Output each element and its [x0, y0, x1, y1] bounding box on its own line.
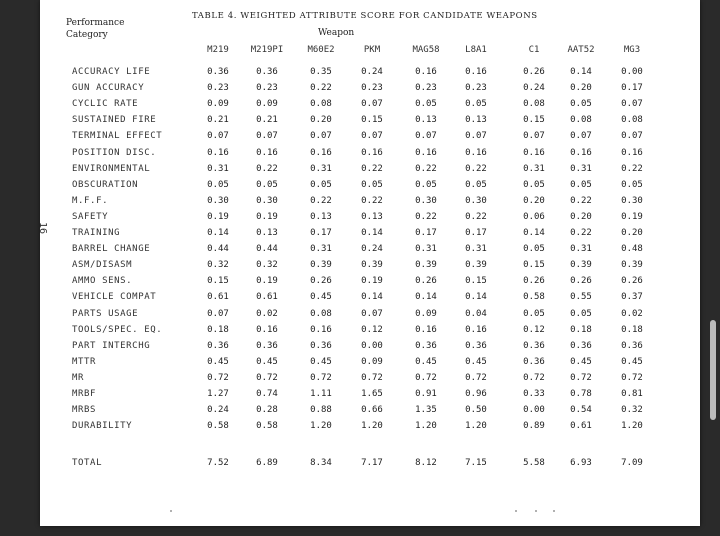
table-row-cell: 0.09 — [256, 99, 278, 110]
table-row-cell: 0.15 — [361, 115, 383, 126]
table-row-cell: 0.08 — [310, 308, 332, 319]
table-row-cell: 0.32 — [207, 260, 229, 271]
table-row-cell: 0.09 — [415, 308, 437, 319]
table-row-cell: 0.15 — [207, 276, 229, 287]
table-row-cell: 0.12 — [523, 324, 545, 335]
table-row-cell: 0.36 — [415, 340, 437, 351]
table-row-cell: 1.20 — [310, 421, 332, 432]
table-row-cell: 0.26 — [523, 67, 545, 77]
table-row-cell: 0.23 — [415, 83, 437, 94]
table-row-cell: 0.31 — [415, 244, 437, 255]
table-row-cell: 0.16 — [415, 147, 437, 158]
table-row-cell: 0.33 — [523, 389, 545, 399]
table-row-cell: 0.17 — [621, 83, 643, 94]
vertical-scrollbar[interactable] — [710, 320, 716, 420]
table-row-cell: 0.58 — [207, 421, 229, 432]
table-row-cell: 0.44 — [256, 244, 278, 255]
table-row-label: OBSCURATION — [72, 179, 139, 190]
table-row-cell: 0.16 — [415, 67, 437, 77]
table-row-cell: 0.22 — [570, 228, 592, 238]
table-row-cell: 0.36 — [310, 340, 332, 351]
table-row-cell: 0.05 — [523, 308, 545, 319]
column-header: M60E2 — [307, 45, 335, 55]
table-row-cell: 0.05 — [523, 179, 545, 190]
table-row-label: SUSTAINED FIRE — [72, 115, 157, 126]
table-row-label: DURABILITY — [72, 421, 133, 432]
table-row-cell: 0.39 — [621, 260, 643, 271]
table-row-cell: 0.22 — [415, 211, 437, 222]
table-row-cell: 0.15 — [523, 115, 545, 126]
table-row-cell: 1.27 — [207, 389, 229, 399]
table-row-cell: 0.16 — [361, 147, 383, 158]
table-row-cell: 0.20 — [570, 83, 592, 94]
table-row-cell: 0.07 — [207, 131, 229, 142]
table-row-cell: 0.24 — [207, 405, 229, 416]
table-row-label: MTTR — [72, 356, 97, 367]
table-row-cell: 0.31 — [570, 244, 592, 255]
table-row-cell: 0.58 — [523, 292, 545, 303]
column-header: PKM — [363, 45, 381, 55]
table-row-cell: 0.14 — [207, 228, 229, 238]
table-row-cell: 0.22 — [415, 163, 437, 174]
table-row-cell: 0.22 — [465, 163, 487, 174]
table-row-cell: 0.13 — [465, 115, 487, 126]
table-row-cell: 0.05 — [621, 179, 643, 190]
table-row-cell: 0.23 — [256, 83, 278, 94]
total-row-label: TOTAL — [72, 458, 103, 468]
table-row-label: MRBS — [72, 405, 97, 416]
column-header: M219 — [207, 45, 229, 55]
table-row-cell: 0.45 — [465, 356, 487, 367]
total-row-cell: 7.52 — [207, 458, 229, 468]
table-row-cell: 0.05 — [310, 179, 332, 190]
table-row-cell: 0.16 — [465, 67, 487, 77]
table-row-cell: 0.18 — [570, 324, 592, 335]
table-row-cell: 0.45 — [415, 356, 437, 367]
table-row-cell: 0.24 — [361, 67, 383, 77]
category-header-line-2: Category — [66, 30, 108, 40]
category-header-line-1: Performance — [66, 18, 125, 28]
table-row-cell: 0.07 — [361, 99, 383, 110]
table-row-cell: 0.17 — [415, 228, 437, 238]
table-row-cell: 0.23 — [361, 83, 383, 94]
table-row-cell: 0.12 — [361, 324, 383, 335]
table-row-cell: 1.20 — [361, 421, 383, 432]
table-row-label: BARREL CHANGE — [72, 244, 151, 255]
table-row-cell: 0.55 — [570, 292, 592, 303]
table-row-cell: 0.36 — [256, 340, 278, 351]
table-row-cell: 0.08 — [310, 99, 332, 110]
table-row-cell: 0.22 — [465, 211, 487, 222]
table-row-cell: 0.05 — [256, 179, 278, 190]
table-row-cell: 0.16 — [207, 147, 229, 158]
table-row-cell: 0.16 — [465, 324, 487, 335]
table-row-label: M.F.F. — [72, 195, 109, 206]
table-row-cell: 0.30 — [256, 195, 278, 206]
table-row-cell: 0.14 — [415, 292, 437, 303]
table-row-cell: 0.39 — [415, 260, 437, 271]
table-row-cell: 0.20 — [621, 228, 643, 238]
table-row-cell: 0.45 — [310, 292, 332, 303]
table-row-cell: 0.16 — [621, 147, 643, 158]
table-row-cell: 0.19 — [256, 211, 278, 222]
table-row-cell: 1.20 — [621, 421, 643, 432]
table-row-cell: 0.19 — [621, 211, 643, 222]
total-row-cell: 7.09 — [621, 458, 643, 468]
table-row-cell: 0.45 — [256, 356, 278, 367]
table-row-cell: 0.61 — [570, 421, 592, 432]
column-header: L8A1 — [465, 45, 487, 55]
table-row-cell: 0.07 — [621, 131, 643, 142]
table-row-label: ACCURACY LIFE — [72, 67, 151, 77]
table-row-cell: 0.61 — [256, 292, 278, 303]
table-row-cell: 0.20 — [310, 115, 332, 126]
table-row-cell: 0.04 — [465, 308, 487, 319]
table-row-cell: 0.05 — [207, 179, 229, 190]
table-row-label: VEHICLE COMPAT — [72, 292, 157, 303]
table-row-cell: 0.96 — [465, 389, 487, 399]
table-row-cell: 0.05 — [465, 99, 487, 110]
table-row-label: ENVIRONMENTAL — [72, 163, 151, 174]
table-row-cell: 0.18 — [621, 324, 643, 335]
table-row-cell: 0.54 — [570, 405, 592, 416]
table-row-cell: 0.36 — [523, 340, 545, 351]
table-row-cell: 0.23 — [465, 83, 487, 94]
table-row-cell: 0.22 — [621, 163, 643, 174]
table-row-label: TRAINING — [72, 228, 121, 238]
table-row-cell: 0.05 — [415, 99, 437, 110]
total-row-cell: 8.12 — [415, 458, 437, 468]
table-row-cell: 0.05 — [570, 179, 592, 190]
table-row-cell: 0.05 — [570, 308, 592, 319]
table-row-cell: 0.00 — [523, 405, 545, 416]
table-row-cell: 0.16 — [310, 147, 332, 158]
table-row-cell: 0.14 — [361, 228, 383, 238]
table-row-cell: 0.72 — [361, 372, 383, 383]
column-header: AAT52 — [567, 45, 595, 55]
table-row-cell: 0.22 — [310, 195, 332, 206]
table-row-label: AMMO SENS. — [72, 276, 133, 287]
page-number: 16 — [37, 222, 48, 235]
table-row-cell: 0.32 — [621, 405, 643, 416]
table-row-cell: 0.17 — [310, 228, 332, 238]
table-row-cell: 0.22 — [256, 163, 278, 174]
table-row-cell: 0.22 — [570, 195, 592, 206]
table-row-cell: 0.14 — [570, 67, 592, 77]
table-row-cell: 0.13 — [361, 211, 383, 222]
table-row-cell: 0.30 — [415, 195, 437, 206]
table-row-cell: 0.72 — [256, 372, 278, 383]
table-row-cell: 0.20 — [570, 211, 592, 222]
table-row-label: GUN ACCURACY — [72, 83, 145, 94]
table-row-cell: 0.37 — [621, 292, 643, 303]
table-row-cell: 0.05 — [523, 244, 545, 255]
table-row-cell: 0.14 — [361, 292, 383, 303]
total-row-cell: 6.89 — [256, 458, 278, 468]
table-row-cell: 0.31 — [207, 163, 229, 174]
table-row-cell: 0.30 — [621, 195, 643, 206]
table-row-cell: 0.30 — [465, 195, 487, 206]
table-row-cell: 0.19 — [207, 211, 229, 222]
table-row-cell: 1.35 — [415, 405, 437, 416]
table-row-cell: 0.26 — [621, 276, 643, 287]
table-row-cell: 0.07 — [621, 99, 643, 110]
table-row-cell: 0.39 — [465, 260, 487, 271]
table-row-cell: 1.20 — [415, 421, 437, 432]
table-row-cell: 0.07 — [523, 131, 545, 142]
table-row-cell: 0.13 — [310, 211, 332, 222]
table-row-cell: 0.16 — [256, 324, 278, 335]
table-row-cell: 0.58 — [256, 421, 278, 432]
table-row-cell: 0.16 — [465, 147, 487, 158]
table-row-cell: 0.36 — [465, 340, 487, 351]
table-row-cell: 0.07 — [361, 131, 383, 142]
table-row-cell: 0.72 — [523, 372, 545, 383]
table-row-cell: 0.31 — [523, 163, 545, 174]
table-row-cell: 0.39 — [570, 260, 592, 271]
scan-speck — [170, 510, 172, 512]
table-row-cell: 0.24 — [361, 244, 383, 255]
table-row-cell: 0.74 — [256, 389, 278, 399]
total-row-cell: 5.58 — [523, 458, 545, 468]
table-row-cell: 0.22 — [310, 83, 332, 94]
table-row-cell: 0.13 — [415, 115, 437, 126]
table-row-cell: 0.36 — [256, 67, 278, 77]
table-row-cell: 0.08 — [621, 115, 643, 126]
table-title: TABLE 4. WEIGHTED ATTRIBUTE SCORE FOR CANDIDATE WEAPONS — [192, 11, 538, 21]
table-row-cell: 0.18 — [207, 324, 229, 335]
table-row-cell: 0.16 — [310, 324, 332, 335]
table-row-cell: 0.81 — [621, 389, 643, 399]
table-row-cell: 0.45 — [310, 356, 332, 367]
table-row-cell: 0.16 — [415, 324, 437, 335]
table-row-cell: 0.02 — [621, 308, 643, 319]
table-row-label: TOOLS/SPEC. EQ. — [72, 324, 163, 335]
table-row-cell: 0.09 — [361, 356, 383, 367]
table-row-cell: 0.35 — [310, 67, 332, 77]
table-row-label: TERMINAL EFFECT — [72, 131, 163, 142]
table-row-cell: 0.06 — [523, 211, 545, 222]
table-row-cell: 0.24 — [523, 83, 545, 94]
table-row-cell: 0.00 — [361, 340, 383, 351]
table-row-cell: 0.26 — [523, 276, 545, 287]
table-row-cell: 0.36 — [207, 340, 229, 351]
scan-speck — [535, 510, 537, 512]
table-row-cell: 0.15 — [523, 260, 545, 271]
table-row-cell: 0.31 — [570, 163, 592, 174]
table-row-cell: 0.16 — [523, 147, 545, 158]
table-row-cell: 0.78 — [570, 389, 592, 399]
table-row-label: POSITION DISC. — [72, 147, 157, 158]
table-row-cell: 0.07 — [570, 131, 592, 142]
table-row-cell: 0.91 — [415, 389, 437, 399]
table-row-cell: 0.72 — [310, 372, 332, 383]
table-row-cell: 0.19 — [361, 276, 383, 287]
table-row-cell: 1.20 — [465, 421, 487, 432]
table-row-cell: 0.31 — [310, 244, 332, 255]
column-header: C1 — [528, 45, 540, 55]
table-row-cell: 1.11 — [310, 389, 332, 399]
category-header — [66, 17, 124, 41]
table-row-cell: 0.26 — [415, 276, 437, 287]
table-row-cell: 0.14 — [465, 292, 487, 303]
table-row-cell: 0.16 — [256, 147, 278, 158]
scan-speck — [515, 510, 517, 512]
table-row-cell: 0.05 — [415, 179, 437, 190]
table-row-cell: 0.36 — [621, 340, 643, 351]
table-row-cell: 0.07 — [207, 308, 229, 319]
table-row-cell: 0.28 — [256, 405, 278, 416]
table-row-cell: 0.05 — [465, 179, 487, 190]
table-row-label: ASM/DISASM — [72, 260, 133, 271]
table-row-cell: 0.07 — [361, 308, 383, 319]
table-row-cell: 0.72 — [415, 372, 437, 383]
table-row-cell: 0.07 — [256, 131, 278, 142]
scan-speck — [553, 510, 555, 512]
table-row-cell: 0.22 — [361, 163, 383, 174]
table-row-cell: 0.07 — [310, 131, 332, 142]
table-row-cell: 0.45 — [207, 356, 229, 367]
table-row-cell: 0.44 — [207, 244, 229, 255]
table-row-cell: 0.08 — [523, 99, 545, 110]
table-row-cell: 0.21 — [256, 115, 278, 126]
table-row-cell: 0.26 — [570, 276, 592, 287]
table-row-cell: 0.50 — [465, 405, 487, 416]
column-header: MAG58 — [412, 45, 440, 55]
table-row-cell: 0.00 — [621, 67, 643, 77]
weapon-header: Weapon — [318, 28, 355, 38]
table-row-cell: 0.20 — [523, 195, 545, 206]
total-row-cell: 8.34 — [310, 458, 332, 468]
table-row-cell: 0.19 — [256, 276, 278, 287]
table-row-label: MR — [72, 372, 85, 383]
table-row-cell: 0.32 — [256, 260, 278, 271]
table-row-label: MRBF — [72, 389, 97, 399]
table-row-cell: 0.72 — [207, 372, 229, 383]
table-row-cell: 0.09 — [207, 99, 229, 110]
column-header: MG3 — [623, 45, 641, 55]
table-row-label: CYCLIC RATE — [72, 99, 139, 110]
table-row-cell: 0.15 — [465, 276, 487, 287]
table-row-label: PART INTERCHG — [72, 340, 151, 351]
total-row-cell: 6.93 — [570, 458, 592, 468]
total-row-cell: 7.17 — [361, 458, 383, 468]
table-row-cell: 0.08 — [570, 115, 592, 126]
total-row-cell: 7.15 — [465, 458, 487, 468]
table-row-cell: 0.45 — [621, 356, 643, 367]
table-row-cell: 0.72 — [621, 372, 643, 383]
table-row-cell: 0.66 — [361, 405, 383, 416]
table-row-cell: 0.31 — [310, 163, 332, 174]
table-row-label: SAFETY — [72, 211, 109, 222]
table-row-cell: 0.88 — [310, 405, 332, 416]
table-row-cell: 0.36 — [207, 67, 229, 77]
table-row-cell: 0.13 — [256, 228, 278, 238]
table-row-cell: 0.39 — [361, 260, 383, 271]
table-row-cell: 0.07 — [465, 131, 487, 142]
table-row-cell: 0.89 — [523, 421, 545, 432]
table-row-cell: 0.26 — [310, 276, 332, 287]
table-row-cell: 0.16 — [570, 147, 592, 158]
table-row-label: PARTS USAGE — [72, 308, 139, 319]
table-row-cell: 0.07 — [415, 131, 437, 142]
table-row-cell: 0.30 — [207, 195, 229, 206]
table-row-cell: 0.36 — [523, 356, 545, 367]
table-row-cell: 0.05 — [361, 179, 383, 190]
table-row-cell: 0.31 — [465, 244, 487, 255]
table-row-cell: 1.65 — [361, 389, 383, 399]
table-row-cell: 0.14 — [523, 228, 545, 238]
table-row-cell: 0.48 — [621, 244, 643, 255]
table-row-cell: 0.23 — [207, 83, 229, 94]
column-header: M219PI — [250, 45, 284, 55]
table-row-cell: 0.02 — [256, 308, 278, 319]
table-row-cell: 0.17 — [465, 228, 487, 238]
table-row-cell: 0.72 — [570, 372, 592, 383]
table-row-cell: 0.39 — [310, 260, 332, 271]
table-row-cell: 0.21 — [207, 115, 229, 126]
table-row-cell: 0.22 — [361, 195, 383, 206]
table-row-cell: 0.05 — [570, 99, 592, 110]
table-row-cell: 0.61 — [207, 292, 229, 303]
table-row-cell: 0.72 — [465, 372, 487, 383]
table-row-cell: 0.36 — [570, 340, 592, 351]
table-row-cell: 0.45 — [570, 356, 592, 367]
